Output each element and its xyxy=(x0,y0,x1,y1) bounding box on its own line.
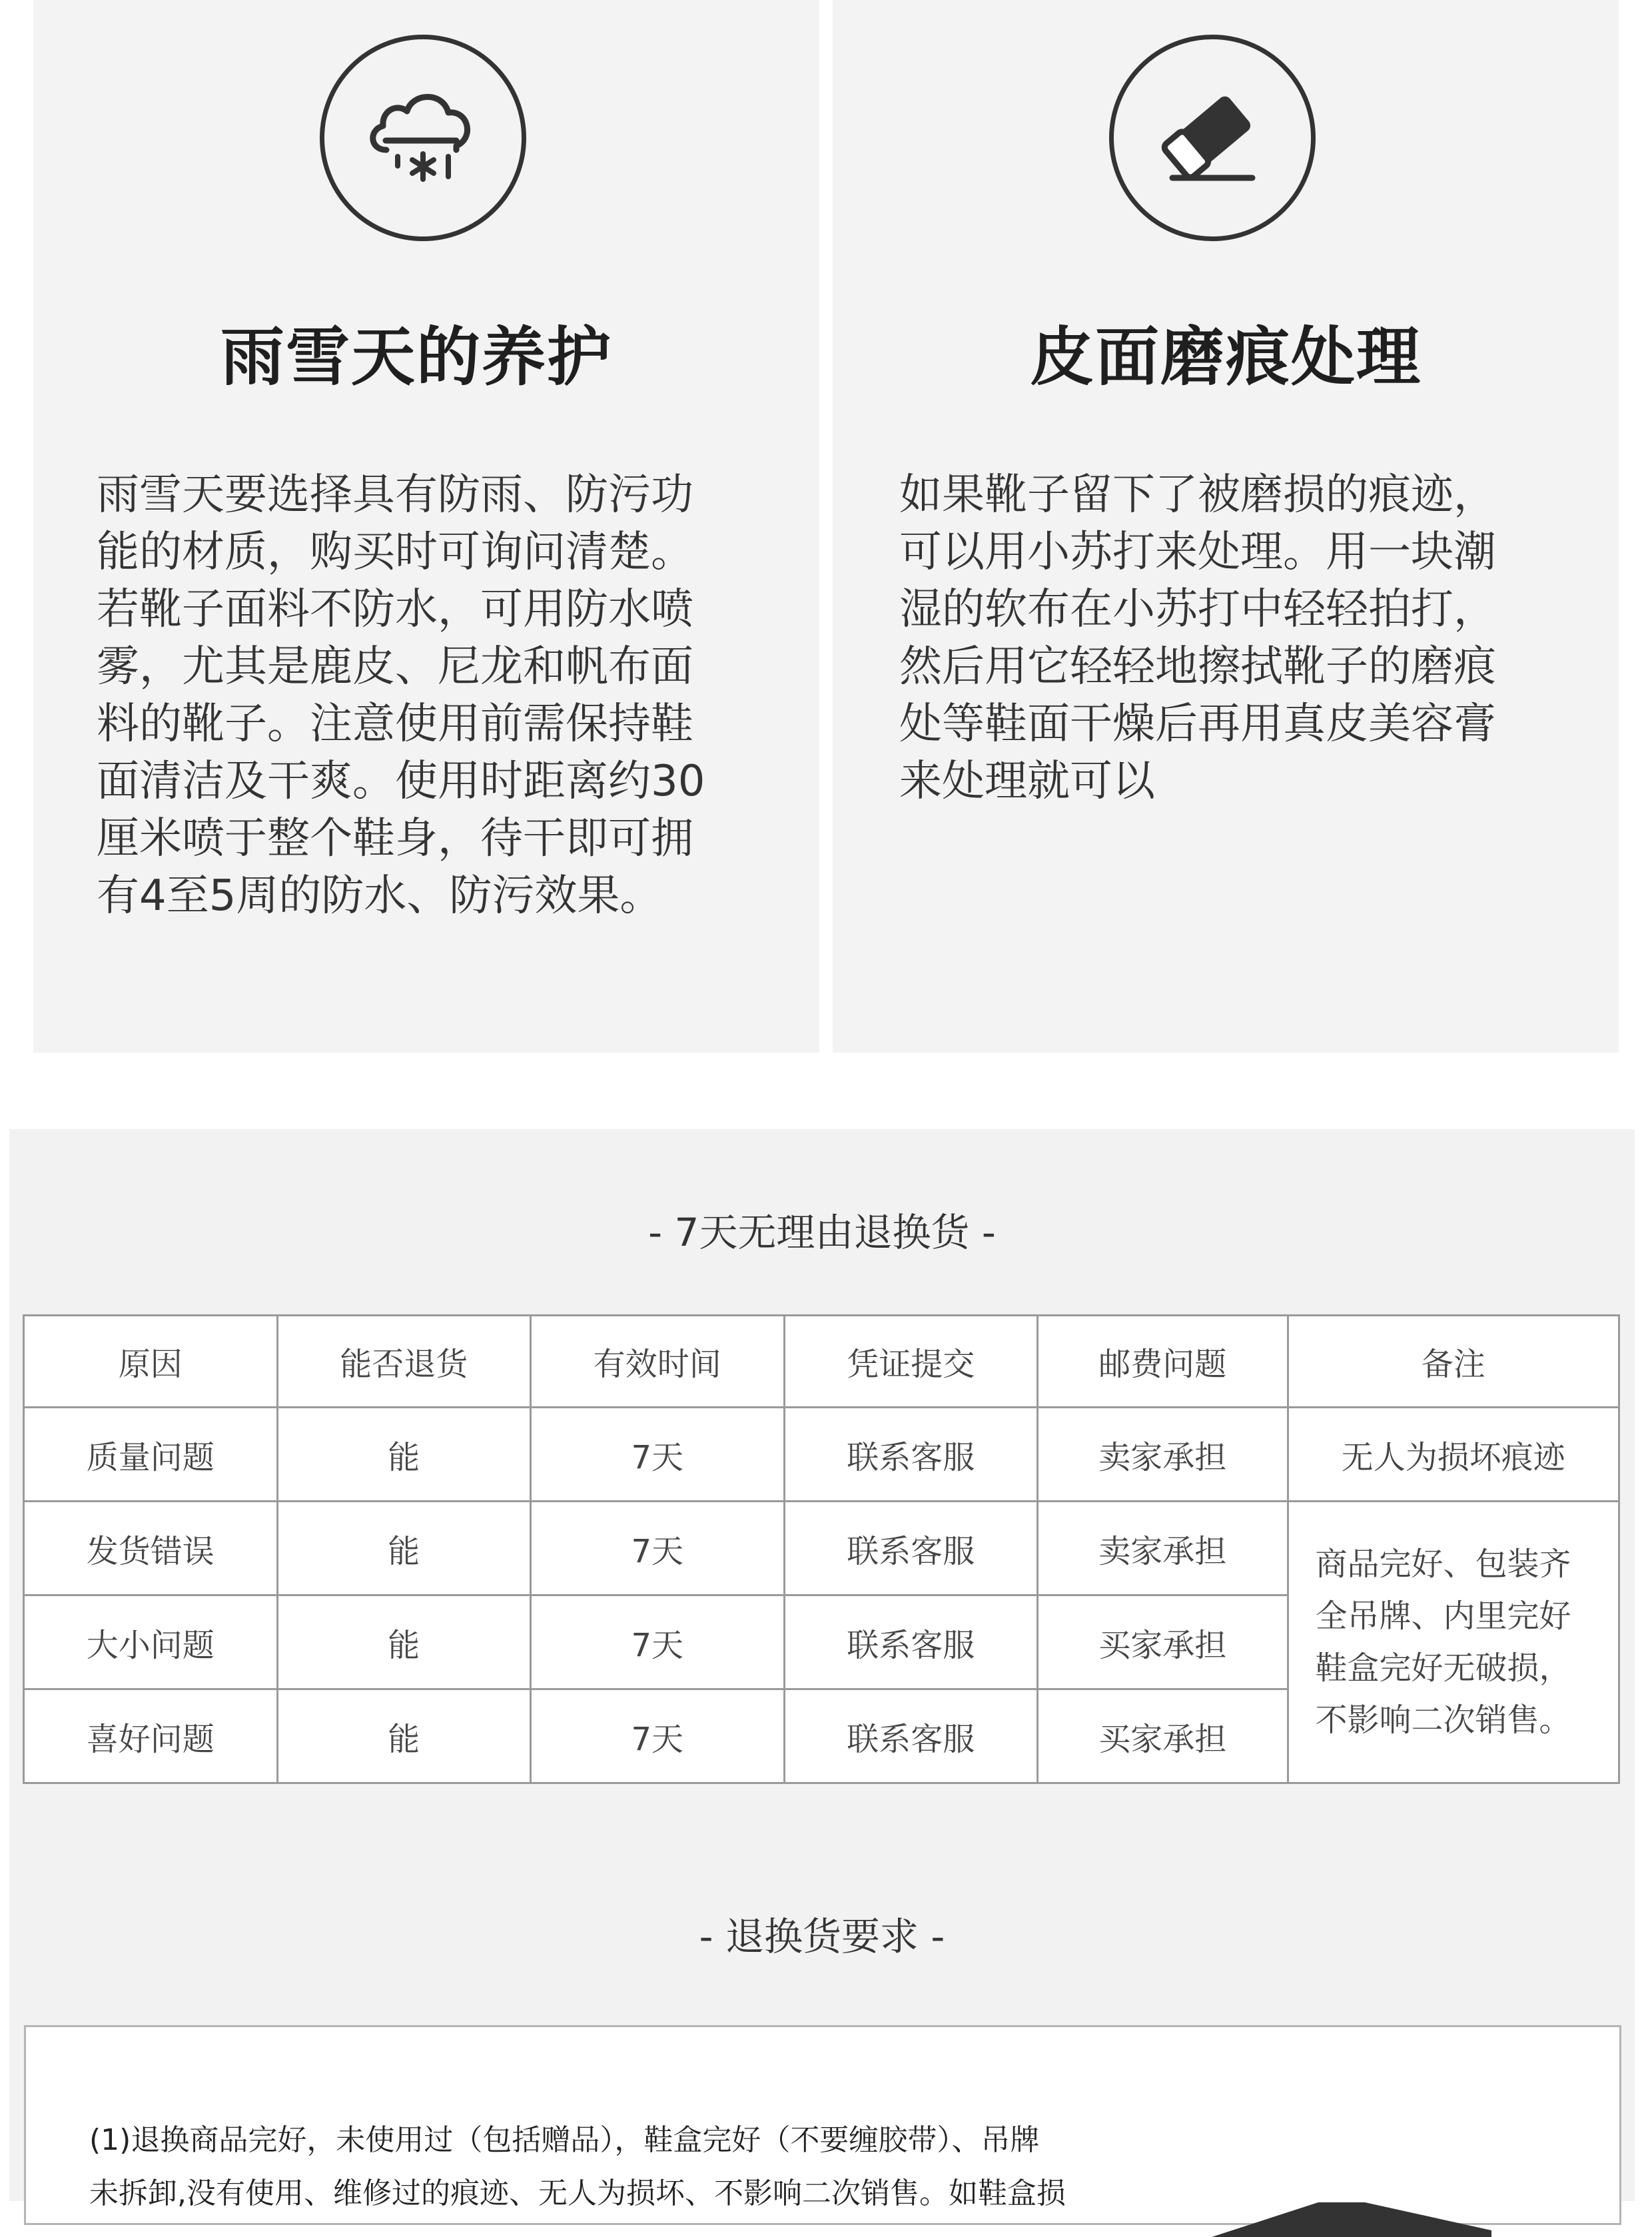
cell-shipping: 买家承担 xyxy=(1038,1595,1288,1689)
header-proof: 凭证提交 xyxy=(784,1316,1038,1408)
cell-shipping: 卖家承担 xyxy=(1038,1408,1288,1502)
shoebox-illustration xyxy=(1212,2197,1491,2237)
cell-proof: 联系客服 xyxy=(784,1595,1038,1689)
cell-note: 无人为损坏痕迹 xyxy=(1288,1408,1619,1502)
cell-valid-time: 7天 xyxy=(531,1408,785,1502)
return-policy-table xyxy=(23,1314,1620,1784)
requirements-box xyxy=(24,2025,1621,2225)
header-note: 备注 xyxy=(1288,1316,1619,1408)
snow-cloud-icon xyxy=(320,35,526,241)
header-reason: 原因 xyxy=(24,1316,278,1408)
cell-returnable: 能 xyxy=(277,1689,531,1783)
cell-reason: 喜好问题 xyxy=(24,1689,278,1783)
cell-shipping: 买家承担 xyxy=(1038,1689,1288,1783)
requirements-text: (1)退换商品完好，未使用过（包括赠品），鞋盒完好（不要缠胶带）、吊牌 未拆卸,没有使用、维修过的痕迹、无人为损坏、不影响二次销售。如鞋盒损 xyxy=(89,2123,1066,2210)
header-valid-time: 有效时间 xyxy=(531,1316,785,1408)
cell-valid-time: 7天 xyxy=(531,1502,785,1595)
cell-valid-time: 7天 xyxy=(531,1689,785,1783)
cell-note-merged: 商品完好、包装齐 全吊牌、内里完好 鞋盒完好无破损， 不影响二次销售。 xyxy=(1288,1502,1619,1783)
card-body: 雨雪天要选择具有防雨、防污功 能的材质，购买时可询问清楚。 若靴子面料不防水，可用防水喷 雾，尤其是鹿皮、尼龙和帆布面 料的靴子。注意使用前需保持鞋 面清洁及干爽。使用时距离约30 厘米喷于整个鞋身，待干即可拥 有4至5周的防水、防污效果。 xyxy=(97,470,705,921)
cell-proof: 联系客服 xyxy=(784,1689,1038,1783)
cell-returnable: 能 xyxy=(277,1408,531,1502)
header-returnable: 能否退货 xyxy=(277,1316,531,1408)
cell-returnable: 能 xyxy=(277,1502,531,1595)
eraser-icon xyxy=(1109,35,1316,241)
care-card-rain-snow xyxy=(33,0,819,1053)
return-policy-title: - 7天无理由退换货 - xyxy=(648,1210,996,1255)
requirements-title: - 退换货要求 - xyxy=(699,1914,945,1959)
table-row xyxy=(24,1502,1619,1595)
cell-valid-time: 7天 xyxy=(531,1595,785,1689)
card-title: 皮面磨痕处理 xyxy=(1030,320,1422,394)
table-header-row xyxy=(24,1316,1619,1408)
card-body: 如果靴子留下了被磨损的痕迹， 可以用小苏打来处理。用一块潮 湿的软布在小苏打中轻轻拍打， 然后用它轻轻地擦拭靴子的磨痕 处等鞋面干燥后再用真皮美容膏 来处理就可以 xyxy=(899,470,1496,806)
return-policy-panel xyxy=(9,1129,1635,2210)
card-title: 雨雪天的养护 xyxy=(220,320,612,394)
cell-returnable: 能 xyxy=(277,1595,531,1689)
header-shipping: 邮费问题 xyxy=(1038,1316,1288,1408)
table-row xyxy=(24,1408,1619,1502)
cell-reason: 大小问题 xyxy=(24,1595,278,1689)
cell-reason: 质量问题 xyxy=(24,1408,278,1502)
care-card-scuff xyxy=(833,0,1619,1053)
cell-shipping: 卖家承担 xyxy=(1038,1502,1288,1595)
cell-reason: 发货错误 xyxy=(24,1502,278,1595)
cell-proof: 联系客服 xyxy=(784,1408,1038,1502)
cell-proof: 联系客服 xyxy=(784,1502,1038,1595)
